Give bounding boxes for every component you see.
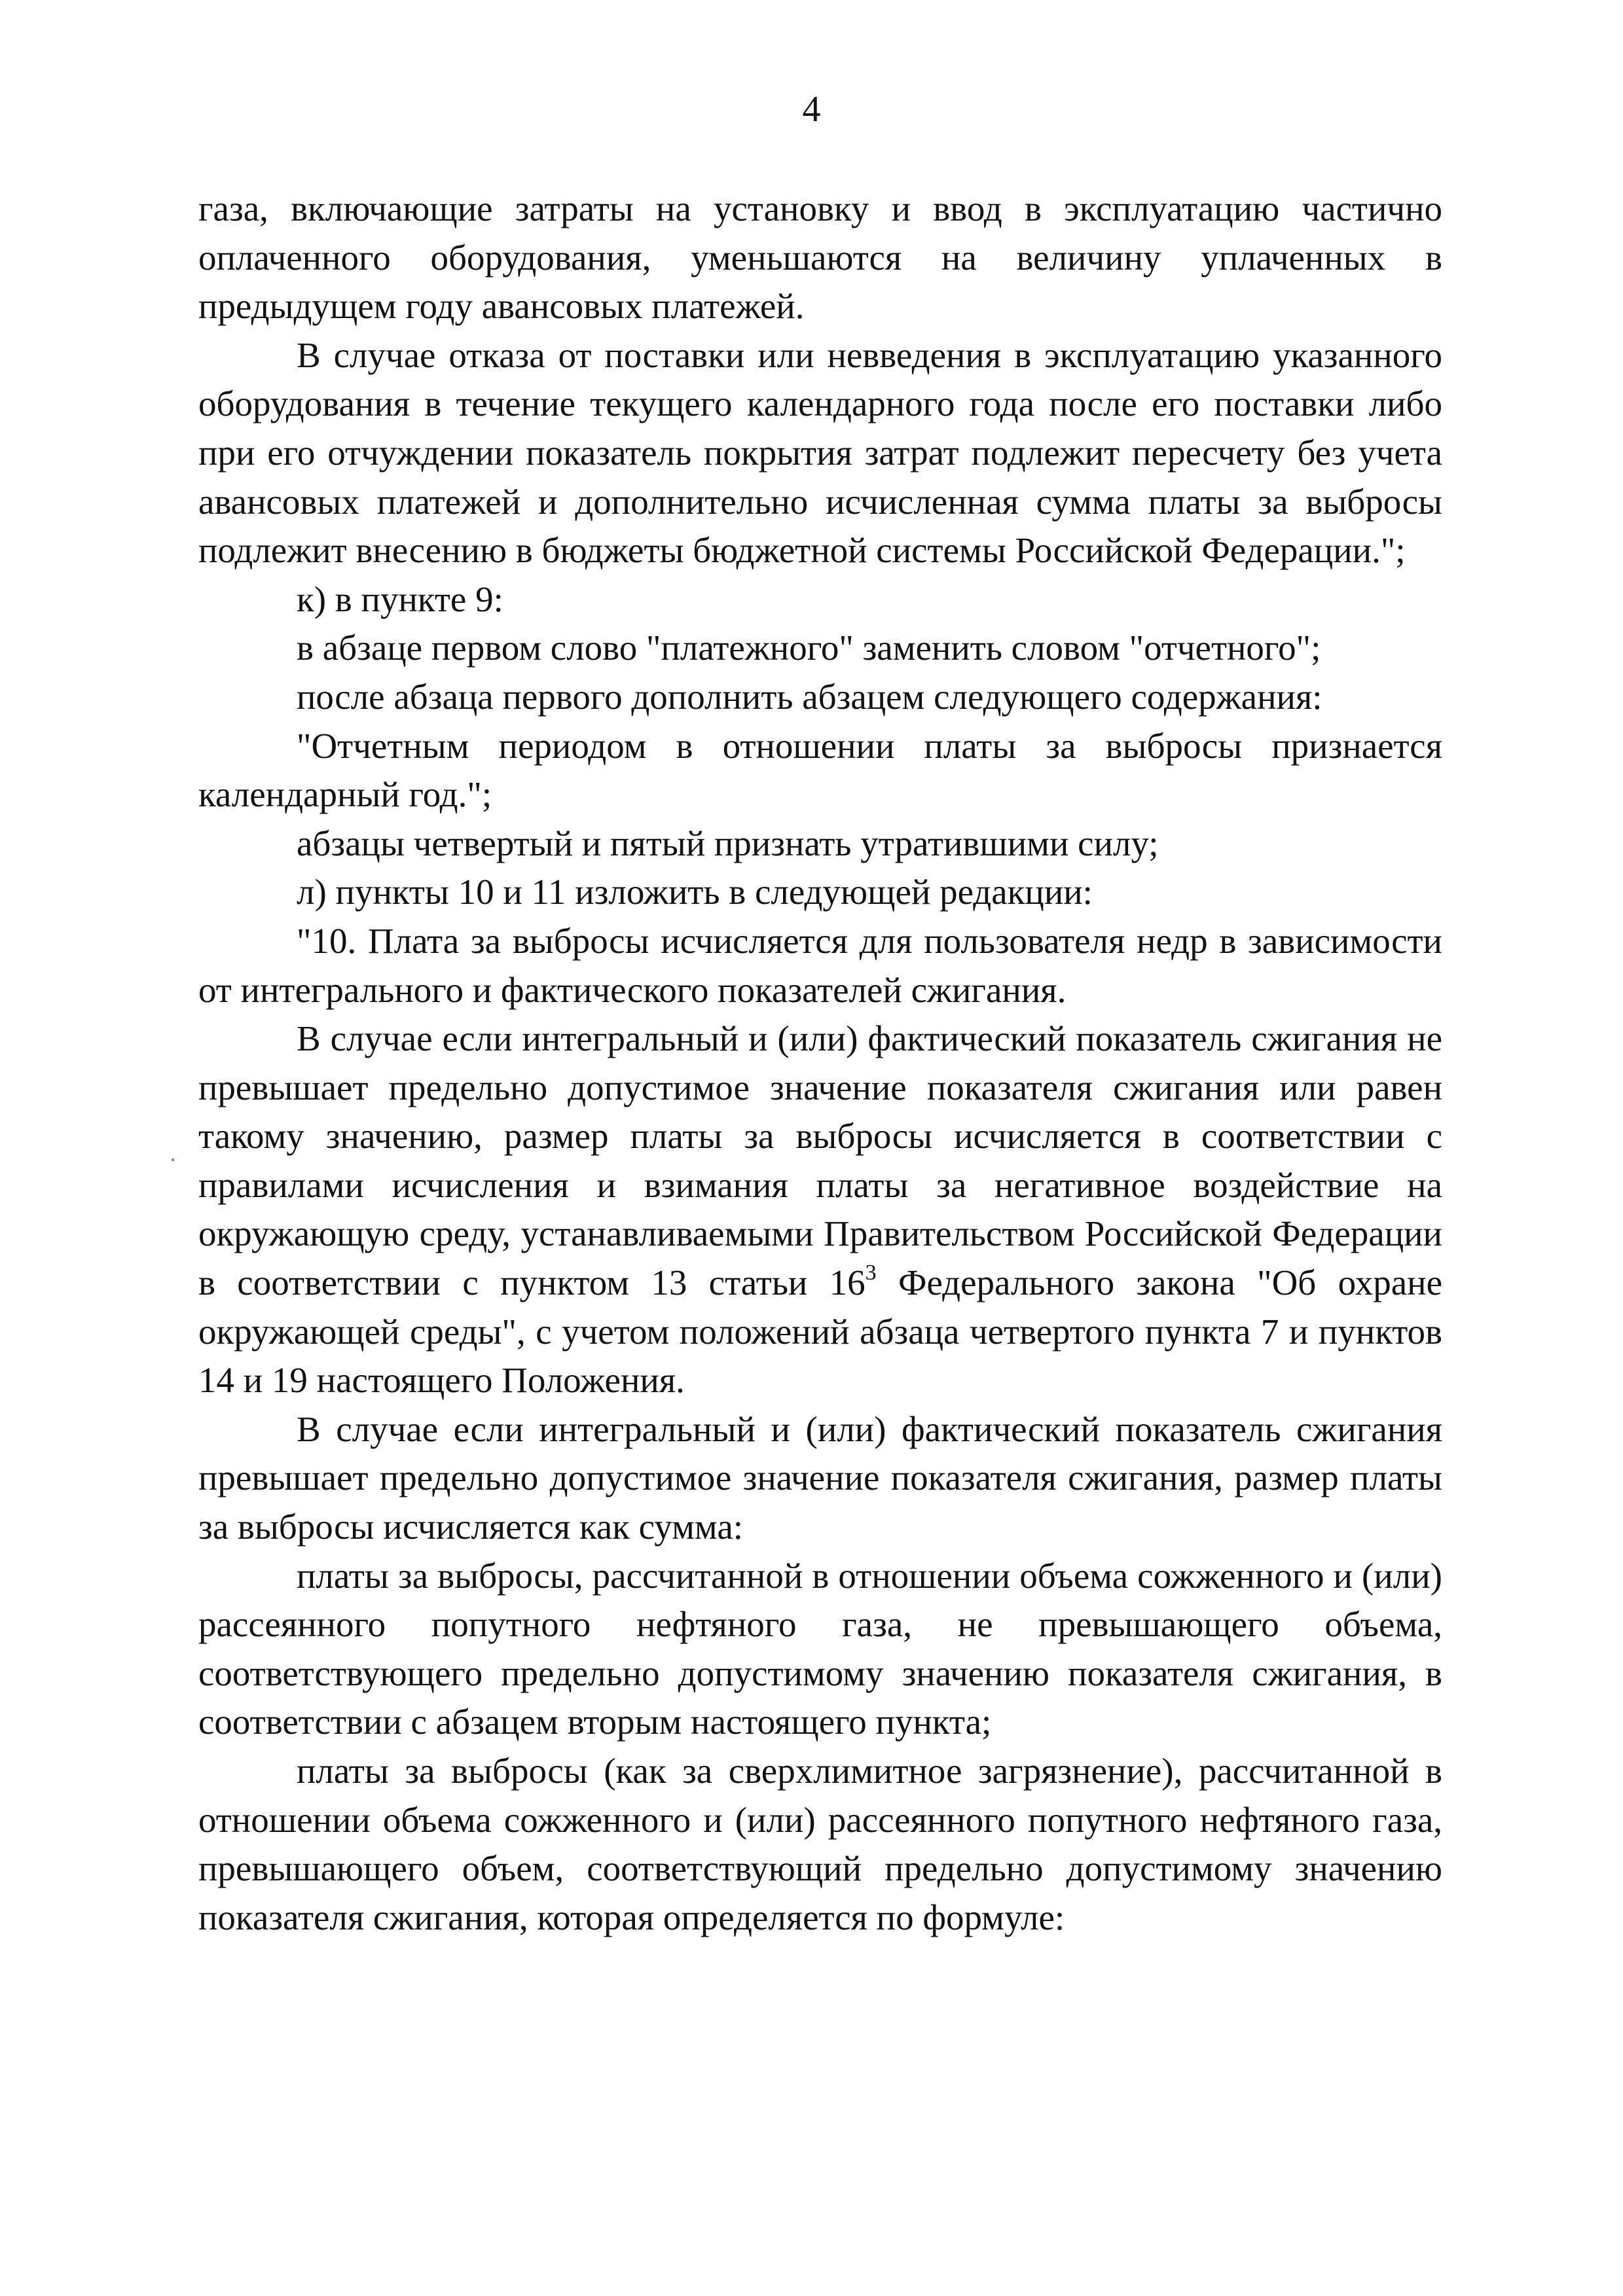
paragraph-continuation: газа, включающие затраты на установку и ввод в эксплуатацию частично оплаченного оборудования, уменьшаются на величину уплаченных в предыдущем году авансовых платежей. (198, 188, 1442, 327)
paragraph-exceeding: В случае если интегральный и (или) фактический показатель сжигания превышает предельно допустимое значение показателя сжигания, размер платы за выбросы исчисляется как сумма: (198, 1408, 1442, 1547)
paragraph-void-clauses: абзацы четвертый и пятый признать утратившими силу; (297, 823, 1159, 863)
paragraph-item-k: к) в пункте 9: (297, 579, 503, 619)
paragraph-not-exceeding (198, 1014, 1442, 1405)
paragraph-word-replacement: в абзаце первом слово "платежного" заменить словом "отчетного"; (297, 628, 1321, 668)
paragraph-add-clause: после абзаца первого дополнить абзацем следующего содержания: (297, 676, 1322, 717)
paragraph-point-10: "10. Плата за выбросы исчисляется для пользователя недр в зависимости от интегрального и фактического показателей сжигания. (198, 920, 1442, 1010)
paragraph-fee-over-limit: платы за выбросы (как за сверхлимитное загрязнение), рассчитанной в отношении объема сожженного и (или) рассеянного попутного нефтяного газа, превышающего объем, соответствующий предельно допустимому значению показателя сжигания, которая определяется по формуле: (198, 1751, 1442, 1937)
paragraph-reporting-period: "Отчетным периодом в отношении платы за выбросы признается календарный год."; (198, 725, 1442, 815)
margin-mark (172, 1158, 174, 1161)
page-number: 4 (802, 89, 821, 130)
document-body (198, 185, 1442, 1942)
paragraph-item-l: л) пункты 10 и 11 изложить в следующей редакции: (297, 872, 1093, 912)
superscript-article-index: 3 (865, 1260, 877, 1285)
paragraph-fee-within-limit: платы за выбросы, рассчитанной в отношении объема сожженного и (или) рассеянного попутного нефтяного газа, не превышающего объема, соответствующего предельно допустимому значению показателя сжигания, в соответствии с абзацем вторым настоящего пункта; (198, 1555, 1442, 1742)
paragraph-not-exceeding-part2: Федерального закона "Об охране окружающей среды", с учетом положений абзаца четвертого пункта 7 и пунктов 14 и 19 настоящего Положения. (198, 1263, 1442, 1401)
paragraph-equipment-refusal: В случае отказа от поставки или невведения в эксплуатацию указанного оборудования в течение текущего календарного года после его поставки либо при его отчуждении показатель покрытия затрат подлежит пересчету без учета авансовых платежей и дополнительно исчисленная сумма платы за выбросы подлежит внесению в бюджеты бюджетной системы Российской Федерации."; (198, 334, 1442, 571)
paragraph-not-exceeding-part1: В случае если интегральный и (или) фактический показатель сжигания не превышает предельно допустимое значение показателя сжигания или равен такому значению, размер платы за выбросы исчисляется в соответствии с правилами исчисления и взимания платы за негативное воздействие на окружающую среду, устанавливаемыми Правительством Российской Федерации в соответствии с пунктом 13 статьи 16 (198, 1018, 1442, 1303)
